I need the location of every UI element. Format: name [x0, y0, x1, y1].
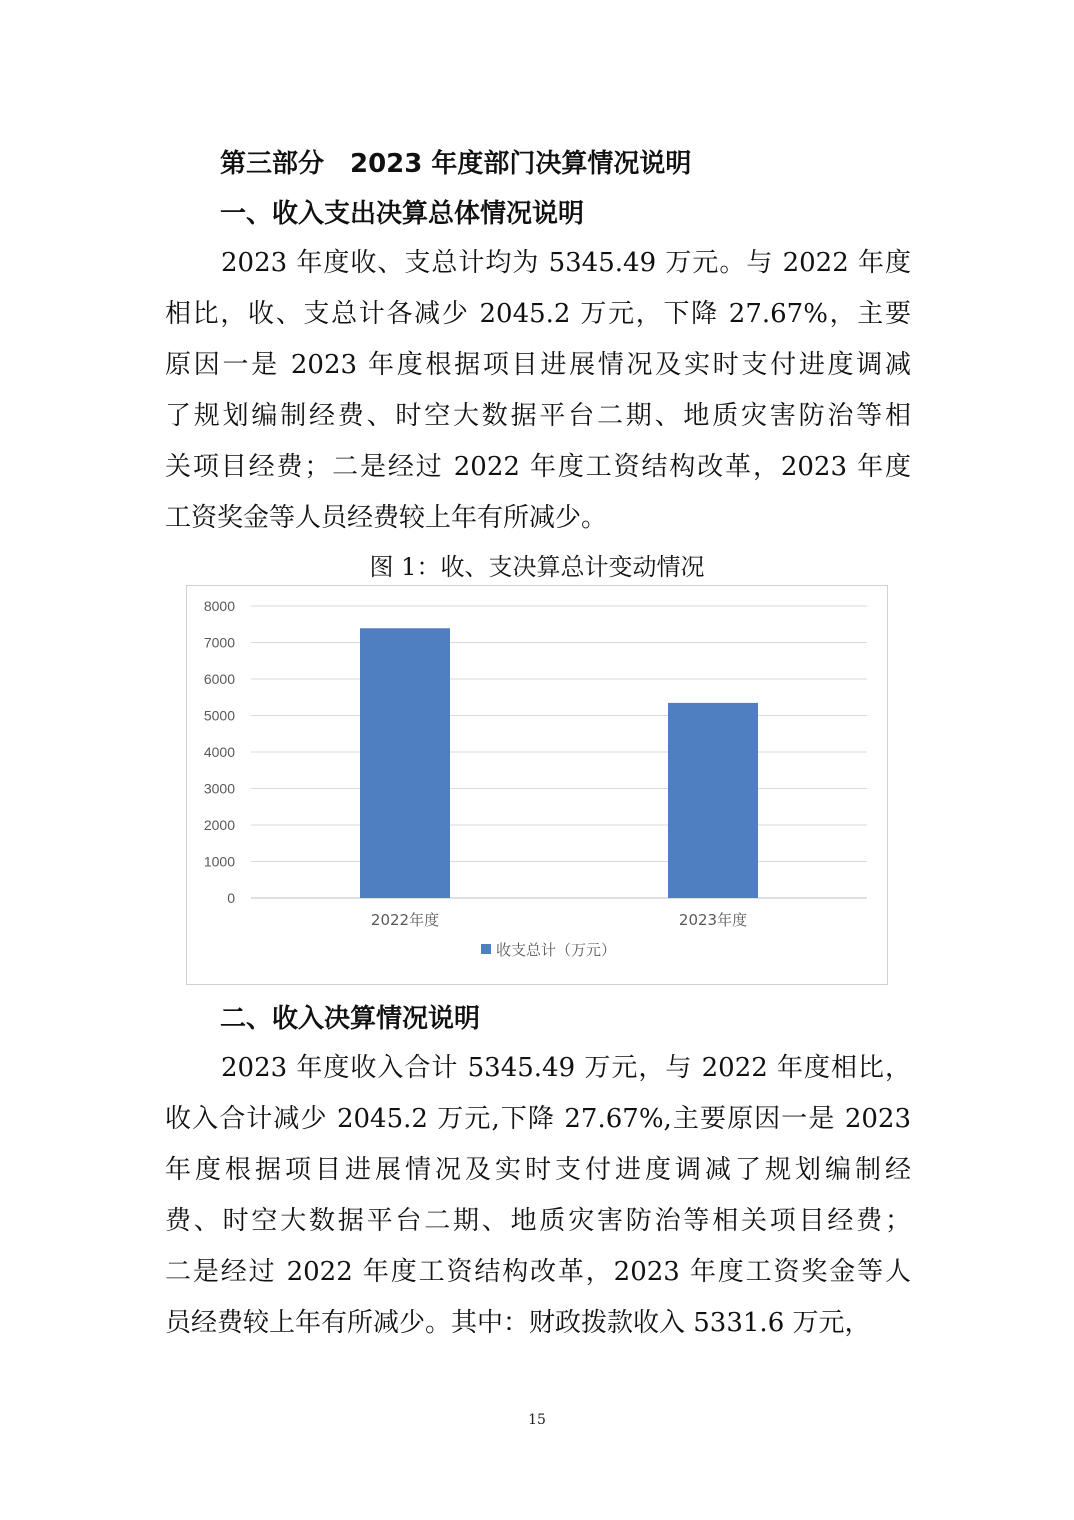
y-tick-label: 7000 [203, 634, 235, 651]
paragraph-line: 收入合计减少 2045.2 万元,下降 27.67%,主要原因一是 2023 [165, 1104, 911, 1134]
paragraph-line: 了规划编制经费、时空大数据平台二期、地质灾害防治等相 [165, 401, 911, 431]
figure-caption: 图 1：收、支决算总计变动情况 [369, 553, 705, 581]
y-tick-label: 1000 [203, 853, 235, 870]
paragraph-line: 员经费较上年有所减少。其中：财政拨款收入 5331.6 万元， [165, 1308, 871, 1338]
bar-chart-svg [187, 586, 887, 984]
section-heading-income: 二、收入决算情况说明 [220, 1004, 481, 1034]
bar-chart [186, 585, 888, 985]
paragraph-line: 年度根据项目进展情况及实时支付进度调减了规划编制经 [165, 1155, 911, 1185]
paragraph-line: 二是经过 2022 年度工资结构改革，2023 年度工资奖金等人 [165, 1257, 911, 1287]
y-tick-label: 8000 [203, 598, 235, 614]
section-heading-income-expenditure-overview: 一、收入支出决算总体情况说明 [220, 199, 585, 229]
paragraph-line: 相比，收、支总计各减少 2045.2 万元，下降 27.67%，主要 [165, 299, 911, 329]
paragraph-line: 关项目经费；二是经过 2022 年度工资结构改革，2023 年度 [165, 452, 911, 482]
legend-label: 收支总计（万元） [496, 941, 617, 959]
paragraph-line: 2023 年度收、支总计均为 5345.49 万元。与 2022 年度 [221, 248, 911, 278]
paragraph-overview [165, 238, 911, 544]
y-tick-label: 3000 [203, 780, 235, 797]
y-tick-label: 5000 [203, 707, 235, 724]
paragraph-line: 费、时空大数据平台二期、地质灾害防治等相关项目经费； [165, 1206, 911, 1236]
y-tick-label: 2000 [203, 817, 235, 833]
y-tick-label: 4000 [203, 744, 235, 760]
y-tick-label: 0 [227, 890, 235, 906]
part-title: 第三部分 2023 年度部门决算情况说明 [220, 149, 692, 179]
paragraph-line: 原因一是 2023 年度根据项目进展情况及实时支付进度调减 [165, 350, 911, 380]
legend-swatch [481, 944, 491, 954]
paragraph-line: 2023 年度收入合计 5345.49 万元，与 2022 年度相比， [221, 1053, 911, 1083]
x-category-label: 2023年度 [678, 911, 748, 929]
paragraph-income [165, 1043, 911, 1349]
page-number: 15 [528, 1412, 546, 1428]
bar [360, 628, 450, 898]
x-category-label: 2022年度 [370, 911, 440, 929]
paragraph-line: 工资奖金等人员经费较上年有所减少。 [165, 503, 608, 533]
y-tick-label: 6000 [203, 671, 235, 687]
bar [668, 703, 758, 898]
